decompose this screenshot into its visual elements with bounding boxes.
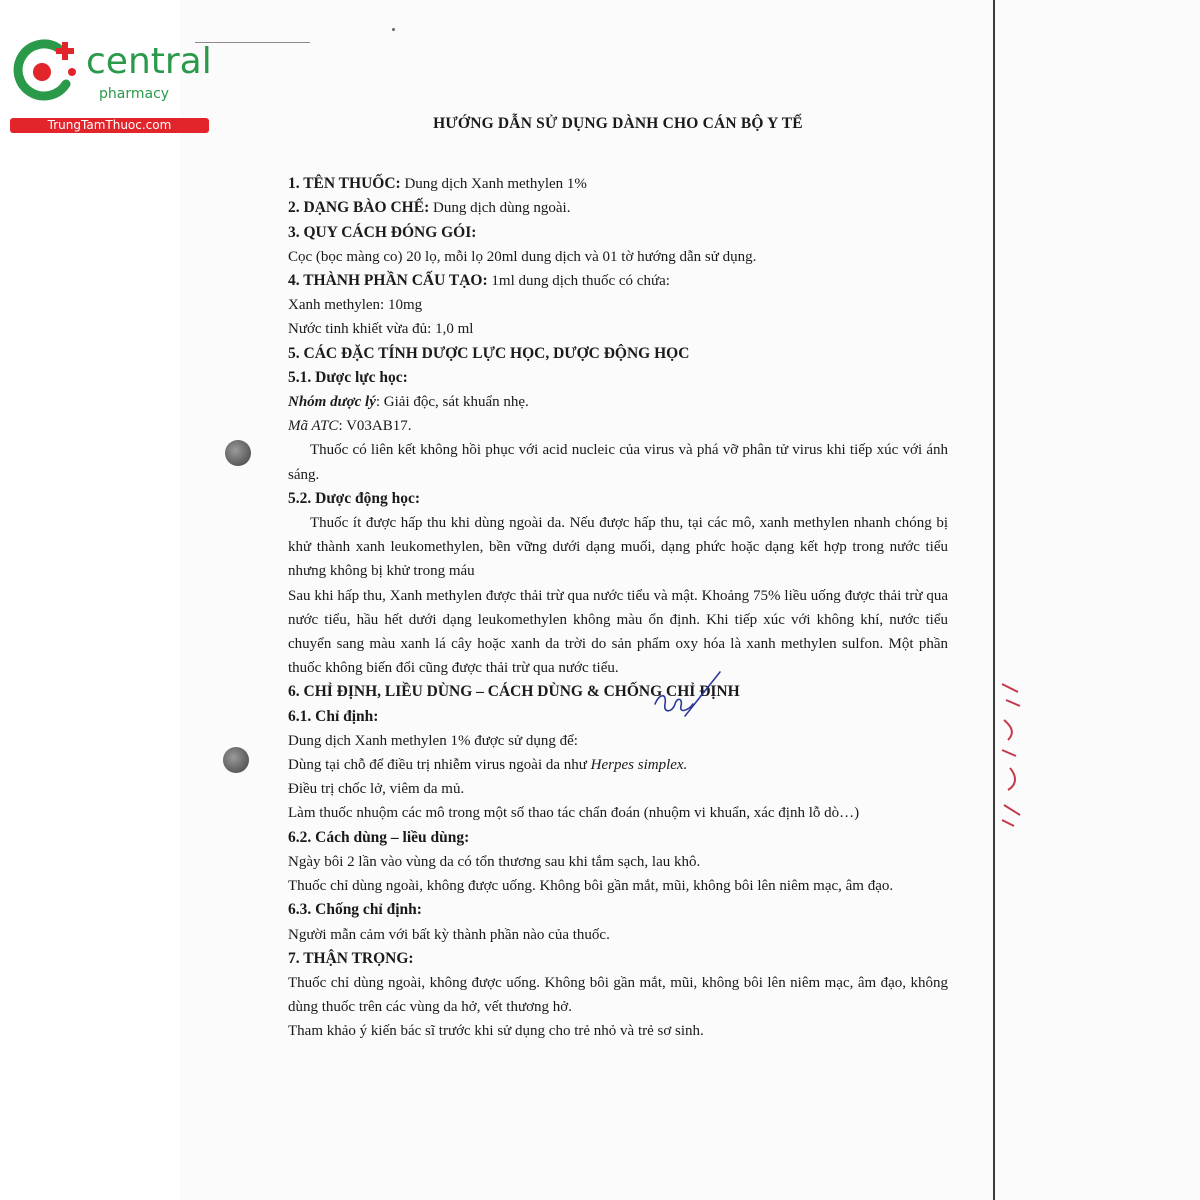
section-3-heading: 3. QUY CÁCH ĐÓNG GÓI: [288,223,477,241]
section-6-3-heading: 6.3. Chống chỉ định: [288,901,422,919]
indication-item: Điều trị chốc lở, viêm da mủ. [288,781,465,798]
logo-brand-name: central [86,41,212,82]
pharmacologic-group-label: Nhóm dược lý [288,394,376,411]
section-5-2-heading: 5.2. Dược động học: [288,489,420,507]
pharmacologic-group [288,390,948,414]
red-stamp-fragment [996,680,1024,830]
page-right-edge [993,0,995,1200]
section-6-2-heading: 6.2. Cách dùng – liều dùng: [288,828,470,846]
document-title: HƯỚNG DẪN SỬ DỤNG DÀNH CHO CÁN BỘ Y TẾ [433,115,803,132]
section-7-heading: 7. THẬN TRỌNG: [288,949,414,967]
section-5-heading: 5. CÁC ĐẶC TÍNH DƯỢC LỰC HỌC, DƯỢC ĐỘNG HỌC [288,344,690,362]
section-4 [288,269,948,293]
atc-code [288,414,948,438]
punch-hole [223,747,249,773]
section-1-label: 1. TÊN THUỐC: [288,175,401,193]
precaution-line: Thuốc chỉ dùng ngoài, không được uống. Không bôi gần mắt, mũi, không bôi lên niêm mạc, âm đạo, không dùng thuốc trên các vùng da hở, vết thương hở. [288,974,948,1016]
punch-hole [225,440,251,466]
section-6-1-heading: 6.1. Chỉ định: [288,707,379,725]
section-1-value: Dung dịch Xanh methylen 1% [400,176,587,193]
section-3-text: Cọc (bọc màng co) 20 lọ, mỗi lọ 20ml dung dịch và 01 tờ hướng dẫn sử dụng. [288,248,757,265]
section-4-value: 1ml dung dịch thuốc có chứa: [487,273,670,290]
logo-website-banner[interactable]: TrungTamThuoc.com [10,118,209,133]
section-2-value: Dung dịch dùng ngoài. [429,200,571,217]
logo[interactable] [10,38,215,138]
section-2 [288,196,948,220]
section-5-1-paragraph: Thuốc có liên kết không hồi phục với acid nucleic của virus và phá vỡ phân tử virus khi tiếp xúc với ánh sáng. [288,442,948,483]
section-6-heading: 6. CHỈ ĐỊNH, LIỀU DÙNG – CÁCH DÙNG & CHỐNG CHỈ ĐỊNH [288,683,740,701]
section-2-label: 2. DẠNG BÀO CHẾ: [288,199,430,217]
contraindication-line: Người mẫn cảm với bất kỳ thành phần nào của thuốc. [288,926,610,943]
scan-speck [392,28,395,31]
section-4-label: 4. THÀNH PHẦN CẤU TẠO: [288,272,488,290]
section-5-2-paragraph: Thuốc ít được hấp thu khi dùng ngoài da. Nếu được hấp thu, tại các mô, xanh methylen nhanh chóng bị khử thành xanh leukomethylen, bền vững dưới dạng muối, dạng phức hoặc dạng kết hợp trong nước tiểu nhưng không bị khử trong máu [288,515,948,580]
atc-code-label: Mã ATC [288,418,339,435]
dosage-line: Ngày bôi 2 lần vào vùng da có tổn thương sau khi tắm sạch, lau khô. [288,853,701,870]
section-6-1-intro: Dung dịch Xanh methylen 1% được sử dụng để: [288,732,578,749]
indication-item [288,753,948,777]
section-5-2-paragraph: Sau khi hấp thu, Xanh methylen được thải trừ qua nước tiểu và mật. Khoảng 75% liều uống được thải trừ qua nước tiểu, hầu hết dưới dạng leukomethylen không màu ổn định. Khi tiếp xúc với không khí, nước tiểu chuyển sang màu xanh lá cây hoặc xanh da trời do sản phẩm oxy hóa là xanh methylen sulfon. Một phần thuốc không biến đổi cũng được thải trừ qua nước tiểu. [288,587,948,677]
central-pharmacy-logo-icon [10,38,80,106]
section-5-1-heading: 5.1. Dược lực học: [288,368,408,386]
indication-text: Dùng tại chỗ để điều trị nhiễm virus ngoài da như [288,757,591,774]
indication-pathogen: Herpes simplex. [590,757,688,774]
atc-code-value: : V03AB17. [338,418,412,435]
pharmacologic-group-value: : Giải độc, sát khuẩn nhẹ. [375,394,529,411]
section-1 [288,172,948,196]
document-body [288,112,948,1044]
precaution-line: Tham khảo ý kiến bác sĩ trước khi sử dụng cho trẻ nhỏ và trẻ sơ sinh. [288,1023,704,1040]
dosage-line: Thuốc chỉ dùng ngoài, không được uống. Không bôi gần mắt, mũi, không bôi lên niêm mạc, âm đạo. [288,878,894,895]
logo-subtitle: pharmacy [99,86,170,102]
section-4-line: Xanh methylen: 10mg [288,297,423,314]
indication-item: Làm thuốc nhuộm các mô trong một số thao tác chẩn đoán (nhuộm vi khuẩn, xác định lỗ dò…) [288,805,860,822]
section-4-line: Nước tinh khiết vừa đủ: 1,0 ml [288,321,474,338]
handwritten-initials [645,664,730,729]
